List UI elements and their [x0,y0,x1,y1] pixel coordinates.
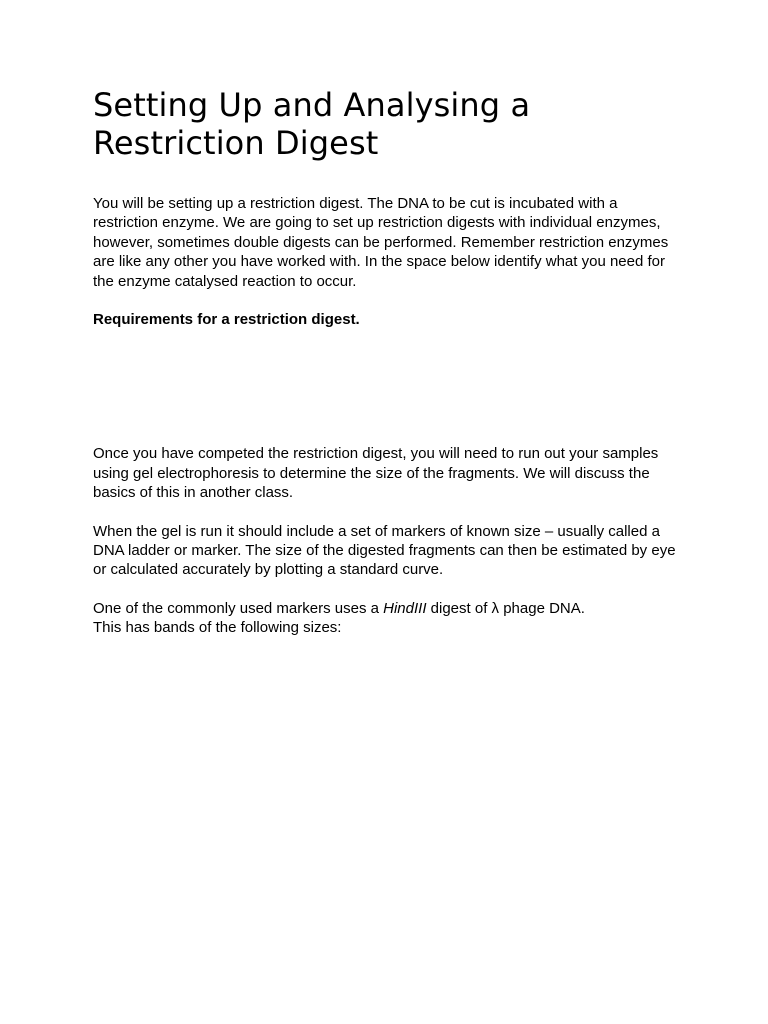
bands-line: This has bands of the following sizes: [93,619,342,637]
dna-ladder-paragraph: When the gel is run it should include a set of markers of known size – usually called a DNA ladder or marker. The size of the digested fragments can then be estimated by eye or calculated accurately by plotting a standard curve. [93,522,676,579]
title-line-2: Restriction Digest [93,124,379,162]
page-title [93,86,683,162]
marker-paragraph [93,599,683,638]
intro-paragraph: You will be setting up a restriction digest. The DNA to be cut is incubated with a restriction enzyme. We are going to set up restriction digests with individual enzymes, however, sometimes double digests can be performed. Remember restriction enzymes are like any other you have worked with. In the space below identify what you need for the enzyme catalysed reaction to occur. [93,195,669,290]
title-line-1: Setting Up and Analysing a [93,86,531,124]
marker-enzyme-name: HindIII [383,599,427,617]
gel-electrophoresis-paragraph: Once you have competed the restriction digest, you will need to run out your samples using gel electrophoresis to determine the size of the fragments. We will discuss the basics of this in another class. [93,445,659,502]
marker-prefix: One of the commonly used markers uses a [93,599,384,617]
marker-suffix: digest of λ phage DNA. [426,599,585,617]
requirements-heading: Requirements for a restriction digest. [93,311,360,329]
document-page [93,86,683,638]
